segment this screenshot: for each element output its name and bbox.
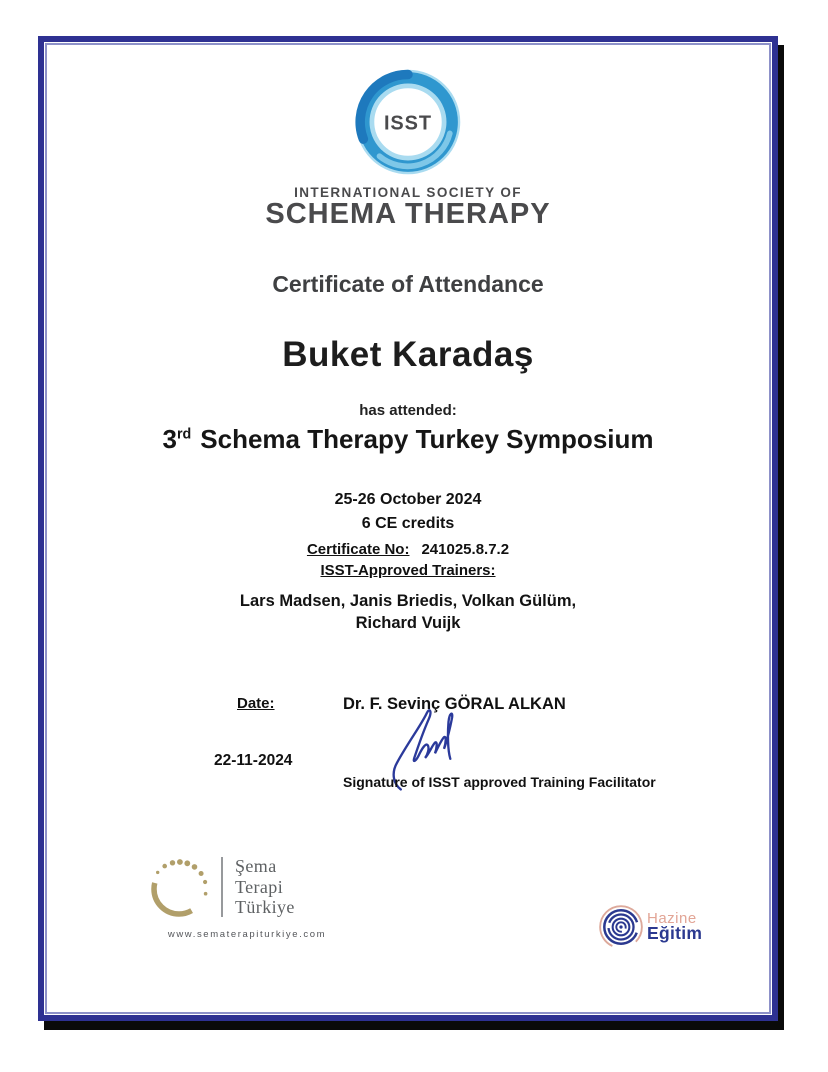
sema-terapi-divider: [221, 857, 223, 917]
certificate-number-value: 241025.8.7.2: [421, 541, 510, 558]
trainers-line2: Richard Vuijk: [355, 614, 461, 632]
attendee-name: Buket Karadaş: [282, 335, 534, 374]
event-title-line: [47, 424, 769, 455]
facilitator-name: Dr. F. Sevinç GÖRAL ALKAN: [343, 695, 566, 713]
isst-ring-icon: [351, 65, 465, 179]
certificate-number-label: Certificate No:: [306, 541, 410, 558]
org-name-line1: INTERNATIONAL SOCIETY OF: [294, 185, 522, 200]
signature-caption: Signature of ISST approved Training Facilitator: [343, 774, 656, 790]
certificate-page: [38, 36, 778, 1021]
sema-word1: Şema: [235, 855, 277, 876]
hazine-word1: Hazine: [647, 910, 697, 927]
certificate-number-line: [47, 541, 769, 558]
attended-label: has attended:: [359, 402, 457, 419]
date-label: Date:: [237, 695, 275, 712]
trainers-label: ISST-Approved Trainers:: [320, 562, 496, 579]
date-value: 22-11-2024: [214, 752, 293, 769]
certificate-title: Certificate of Attendance: [272, 271, 544, 297]
org-name-line2: SCHEMA THERAPY: [265, 198, 551, 230]
isst-logo: [47, 65, 769, 184]
event-number: 3: [162, 424, 177, 454]
certificate-inner-border: [45, 43, 771, 1014]
sema-website: www.sematerapiturkiye.com: [167, 929, 327, 940]
sema-terapi-logo: [149, 853, 349, 940]
trainers-line1: Lars Madsen, Janis Briedis, Volkan Gülüm,: [239, 592, 577, 610]
sema-word2: Terapi: [235, 876, 284, 897]
event-ordinal: rd: [176, 426, 192, 443]
hazine-word2: Eğitim: [647, 923, 703, 943]
hazine-rings-icon: [597, 903, 645, 951]
hazine-egitim-logo: [597, 903, 702, 951]
event-title: Schema Therapy Turkey Symposium: [200, 424, 654, 454]
event-dates: 25-26 October 2024: [334, 491, 482, 508]
sema-word3: Türkiye: [235, 897, 295, 918]
sema-terapi-arc-icon: [149, 853, 211, 921]
isst-monogram: ISST: [383, 112, 433, 135]
ce-credits: 6 CE credits: [361, 515, 455, 532]
